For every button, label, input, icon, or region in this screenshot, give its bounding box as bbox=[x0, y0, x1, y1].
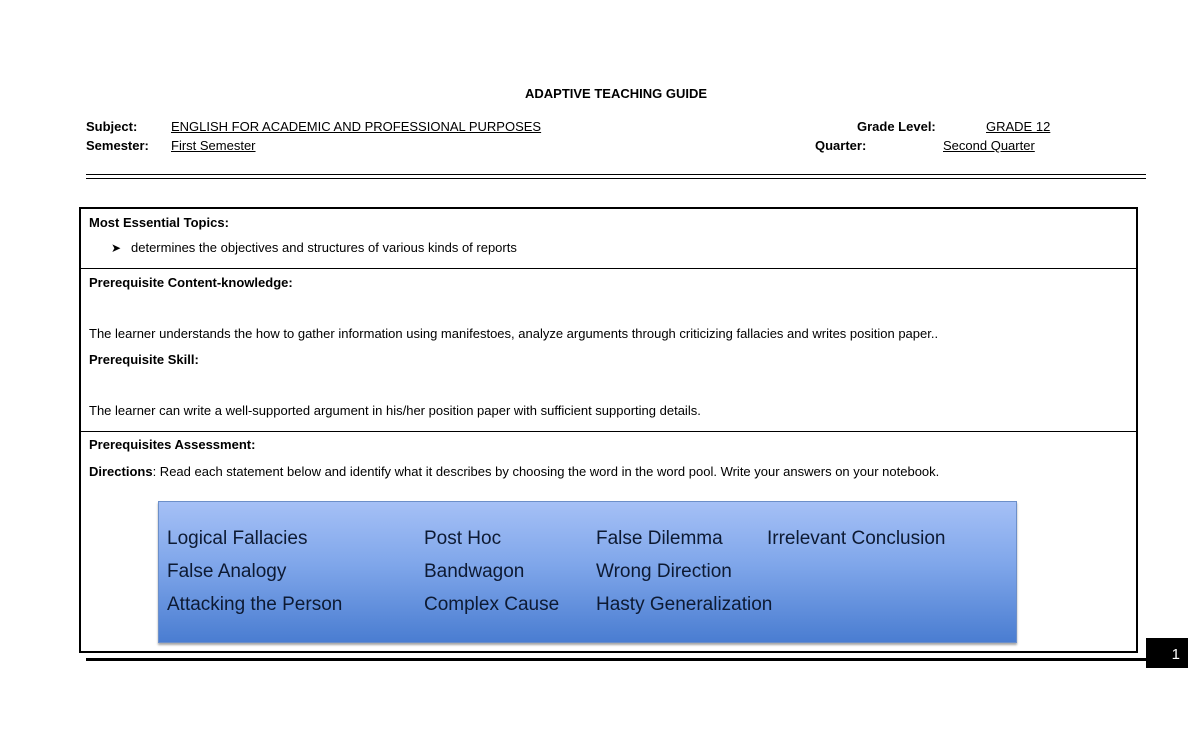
topics-heading: Most Essential Topics: bbox=[89, 215, 229, 230]
quarter-value-wrap bbox=[943, 138, 1035, 153]
prereq-content-text: The learner understands the how to gather information using manifestoes, analyze arguments through criticizing fallacies and writes position paper.. bbox=[89, 326, 939, 341]
word-pool-item: Irrelevant Conclusion bbox=[767, 528, 946, 549]
section-divider bbox=[81, 268, 1136, 269]
grade-value: GRADE 12 bbox=[986, 119, 1051, 134]
footer-divider bbox=[86, 658, 1146, 661]
page-number: 1 bbox=[1146, 638, 1188, 668]
word-pool-item: Complex Cause bbox=[424, 594, 560, 615]
semester-row bbox=[86, 138, 149, 153]
subject-value: ENGLISH FOR ACADEMIC AND PROFESSIONAL PURPOSES bbox=[171, 119, 542, 134]
subject-row bbox=[86, 119, 137, 134]
quarter-label-wrap bbox=[815, 138, 866, 153]
semester-value-wrap bbox=[171, 138, 256, 153]
section-divider bbox=[81, 431, 1136, 432]
quarter-value: Second Quarter bbox=[943, 138, 1035, 153]
word-pool-item: Bandwagon bbox=[424, 561, 525, 582]
subject-label: Subject: bbox=[86, 119, 138, 134]
arrow-bullet-icon: ➤ bbox=[111, 241, 122, 255]
prereq-skill-text: The learner can write a well-supported argument in his/her position paper with sufficient supporting details. bbox=[89, 403, 701, 418]
semester-label: Semester: bbox=[86, 138, 149, 153]
word-pool-item: Attacking the Person bbox=[167, 594, 343, 615]
page-title: ADAPTIVE TEACHING GUIDE bbox=[524, 86, 707, 101]
grade-value-wrap bbox=[986, 119, 1050, 134]
prereq-skill-heading: Prerequisite Skill: bbox=[89, 352, 199, 367]
word-pool-item: Post Hoc bbox=[424, 528, 502, 549]
word-pool-item: Hasty Generalization bbox=[596, 594, 773, 615]
quarter-label: Quarter: bbox=[815, 138, 867, 153]
content-box bbox=[79, 207, 1138, 653]
word-pool-item: False Analogy bbox=[167, 561, 287, 582]
word-pool-item: Wrong Direction bbox=[596, 561, 732, 582]
grade-label-wrap bbox=[857, 119, 936, 134]
directions-label: Directions bbox=[89, 464, 153, 479]
word-pool-item: Logical Fallacies bbox=[167, 528, 308, 549]
word-pool bbox=[158, 501, 1017, 643]
word-pool-item: False Dilemma bbox=[596, 528, 723, 549]
header-divider bbox=[86, 174, 1146, 179]
grade-label: Grade Level: bbox=[857, 119, 936, 134]
directions-line bbox=[89, 464, 939, 479]
semester-value: First Semester bbox=[171, 138, 256, 153]
topics-bullet-text: determines the objectives and structures of various kinds of reports bbox=[131, 240, 517, 255]
subject-value-wrap bbox=[171, 119, 541, 134]
assessment-heading: Prerequisites Assessment: bbox=[89, 437, 256, 452]
topics-bullet-item bbox=[111, 240, 517, 255]
directions-text: : Read each statement below and identify what it describes by choosing the word in the word pool. Write your answers on your notebook. bbox=[152, 464, 940, 479]
prereq-content-heading: Prerequisite Content-knowledge: bbox=[89, 275, 293, 290]
